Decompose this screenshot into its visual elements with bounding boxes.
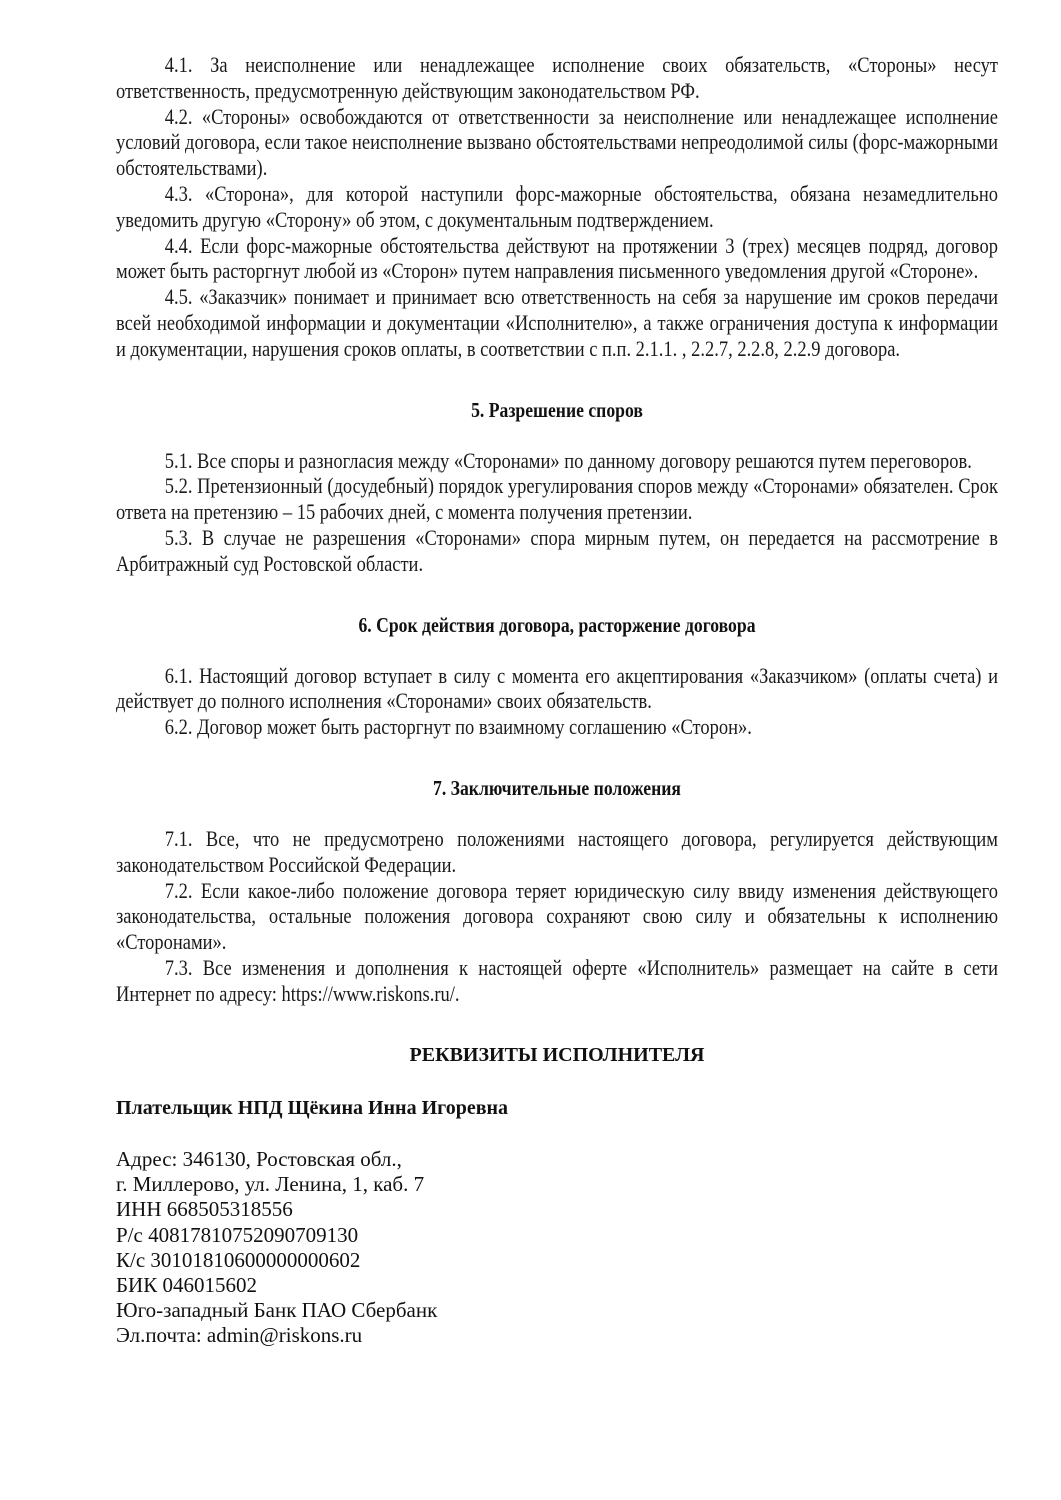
requisites-title: РЕКВИЗИТЫ ИСПОЛНИТЕЛЯ [409, 1043, 705, 1066]
clause-7-2: 7.2. Если какое-либо положение договора теряет юридическую силу ввиду изменения действующего законодательства, остальные положения договора сохраняют свою силу и обязательны к исполнению «Сторонами». [116, 877, 999, 955]
clause-6-2: 6.2. Договор может быть расторгнут по взаимному соглашению «Сторон». [164, 714, 752, 740]
clause-5-2: 5.2. Претензионный (досудебный) порядок урегулирования споров между «Сторонами» обязателен. Срок ответа на претензию – 15 рабочих дней, с момента получения претензии. [116, 473, 999, 525]
clause-5-1: 5.1. Все споры и разногласия между «Сторонами» по данному договору решаются путем переговоров. [164, 447, 972, 473]
address-line-1: Адрес: 346130, Ростовская обл., [116, 1146, 402, 1171]
document-page [116, 52, 998, 1349]
section-7-final [116, 826, 998, 1007]
clause-5-3: 5.3. В случае не разрешения «Сторонами» спора мирным путем, он передается на рассмотрение в Арбитражный суд Ростовской области. [116, 524, 999, 576]
bank-name: Юго-западный Банк ПАО Сбербанк [116, 1298, 438, 1323]
clause-4-2: 4.2. «Стороны» освобождаются от ответственности за неисполнение или ненадлежащее исполнение условий договора, если такое неисполнение вызвано обстоятельствами непреодолимой силы (форс-мажорными обстоятельствами). [116, 103, 999, 181]
bik: БИК 046015602 [116, 1272, 257, 1297]
clause-4-5: 4.5. «Заказчик» понимает и принимает всю ответственность на себя за нарушение им сроков передачи всей необходимой информации и документации «Исполнителю», а также ограничения доступа к информации и документации, нарушения сроков оплаты, в соответствии с п.п. 2.1.1. , 2.2.7, 2.2.8, 2.2.9 договора. [116, 284, 999, 361]
address-line-2: г. Миллерово, ул. Ленина, 1, каб. 7 [116, 1172, 425, 1197]
section-6-title: 6. Срок действия договора, расторжение договора [358, 612, 756, 637]
section-5-title: 5. Разрешение споров [471, 397, 643, 422]
clause-7-1: 7.1. Все, что не предусмотрено положениями настоящего договора, регулируется действующим законодательством Российской Федерации. [116, 825, 999, 877]
section-6-term [116, 663, 998, 740]
section-5-disputes [116, 448, 998, 577]
clause-4-1: 4.1. За неисполнение или ненадлежащее исполнение своих обязательств, «Стороны» несут ответственность, предусмотренную действующим законодательством РФ. [116, 52, 999, 103]
executor-requisites [116, 1043, 998, 1349]
clause-7-3: 7.3. Все изменения и дополнения к настоящей оферте «Исполнитель» размещает на сайте в сети Интернет по адресу: https://www.riskons.ru/. [116, 954, 999, 1006]
clause-4-3: 4.3. «Сторона», для которой наступили форс-мажорные обстоятельства, обязана незамедлительно уведомить другую «Сторону» об этом, с документальным подтверждением. [116, 180, 999, 232]
clause-4-4: 4.4. Если форс-мажорные обстоятельства действуют на протяжении 3 (трех) месяцев подряд, договор может быть расторгнут любой из «Сторон» путем направления письменного уведомления другой «Стороне». [116, 232, 999, 284]
email: Эл.почта: admin@riskons.ru [116, 1323, 363, 1348]
executor-name: Плательщик НПД Щёкина Инна Игоревна [116, 1096, 509, 1119]
settlement-account: Р/с 40817810752090709130 [116, 1222, 359, 1247]
clause-6-1: 6.1. Настоящий договор вступает в силу с момента его акцептирования «Заказчиком» (оплаты счета) и действует до полного исполнения «Сторонами» своих обязательств. [116, 662, 999, 714]
requisites-details [116, 1147, 998, 1349]
inn: ИНН 668505318556 [116, 1197, 293, 1222]
section-4-liability [116, 52, 998, 362]
section-7-title: 7. Заключительные положения [433, 775, 681, 800]
correspondent-account: К/с 30101810600000000602 [116, 1247, 361, 1272]
